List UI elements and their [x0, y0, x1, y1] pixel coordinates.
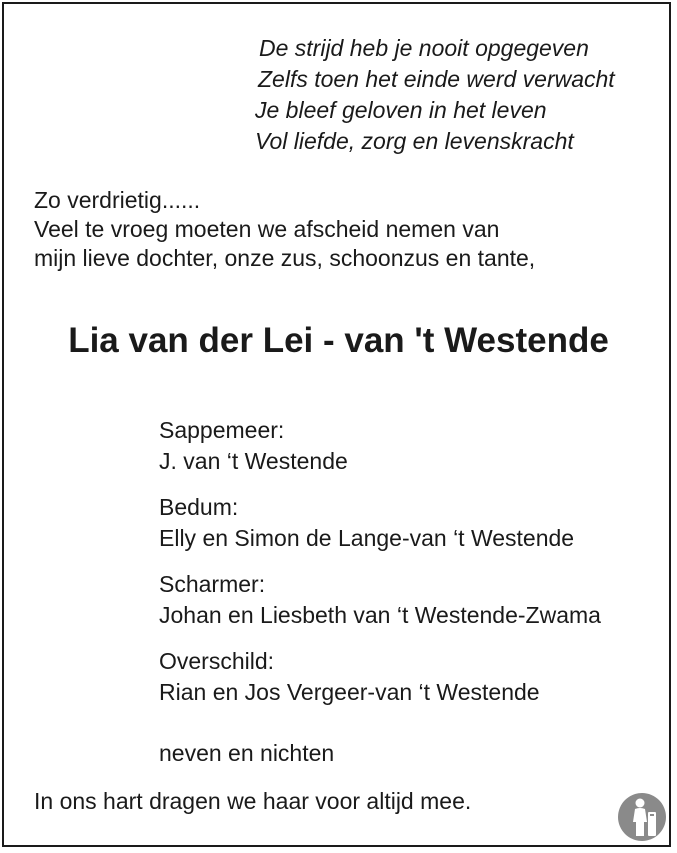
deceased-name: Lia van der Lei - van 't Westende	[68, 321, 609, 360]
poem-line: Vol liefde, zorg en levenskracht	[255, 128, 574, 154]
intro-line: Zo verdrietig......	[34, 187, 201, 213]
family-group	[159, 646, 601, 708]
extra-relatives: neven en nichten	[159, 740, 335, 766]
intro-line: mijn lieve dochter, onze zus, schoonzus en tante,	[34, 245, 536, 271]
poem-line: De strijd heb je nooit opgegeven	[259, 35, 589, 61]
family-names: Elly en Simon de Lange-van ‘t Westende	[159, 525, 575, 551]
closing-line: In ons hart dragen we haar voor altijd mee.	[34, 788, 472, 814]
family-group	[159, 492, 601, 554]
family-place: Sappemeer:	[159, 417, 285, 443]
family-place: Scharmer:	[159, 571, 266, 597]
family-place: Bedum:	[159, 494, 239, 520]
family-group	[159, 415, 601, 477]
family-group	[159, 569, 601, 631]
poem	[255, 33, 615, 157]
intro-text	[34, 186, 535, 273]
family-names: Rian en Jos Vergeer-van ‘t Westende	[159, 679, 540, 705]
poem-line: Zelfs toen het einde werd verwacht	[258, 66, 615, 92]
family-list	[159, 415, 601, 723]
family-names: Johan en Liesbeth van ‘t Westende-Zwama	[159, 602, 601, 628]
family-place: Overschild:	[159, 648, 275, 674]
poem-line: Je bleef geloven in het leven	[255, 97, 547, 123]
intro-line: Veel te vroeg moeten we afscheid nemen van	[34, 216, 500, 242]
memorial-figure-icon	[617, 792, 667, 842]
family-names: J. van ‘t Westende	[159, 448, 348, 474]
